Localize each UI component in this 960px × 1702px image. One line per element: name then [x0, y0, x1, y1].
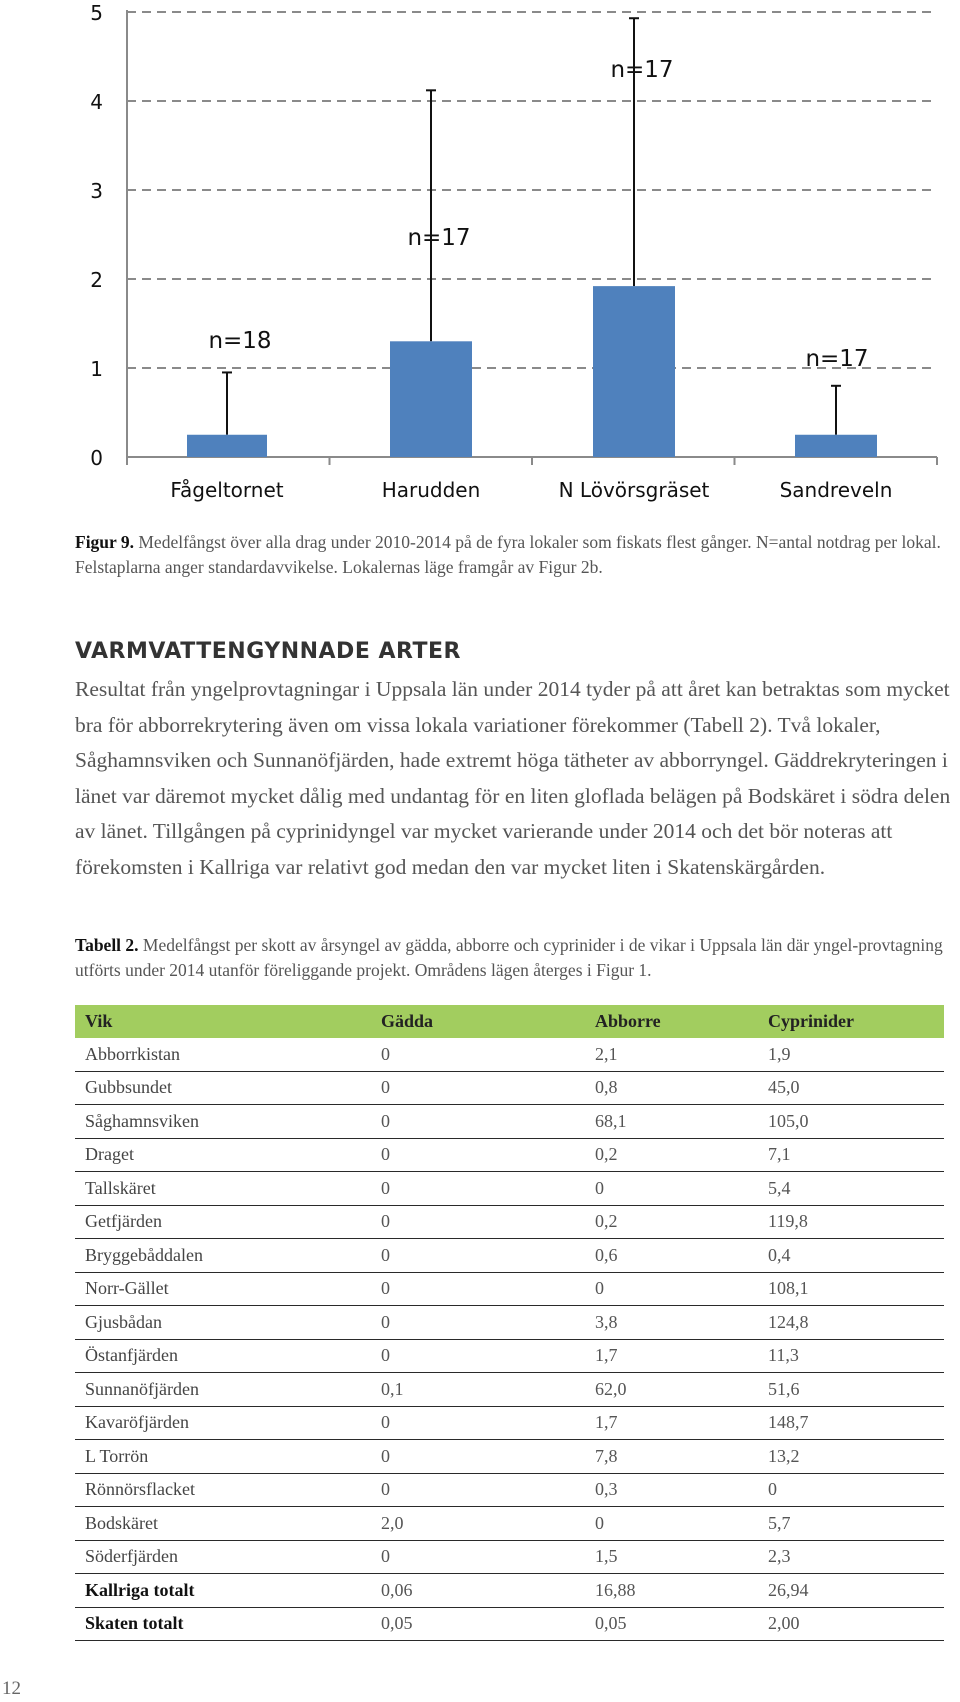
- table-cell: Söderfjärden: [75, 1540, 371, 1574]
- table-cell: 0,1: [371, 1373, 585, 1407]
- header-vik: Vik: [75, 1005, 371, 1038]
- table-cell: 2,1: [585, 1038, 758, 1071]
- table-cell: Kavaröfjärden: [75, 1406, 371, 1440]
- table-cell: 0: [758, 1473, 944, 1507]
- table-cell: 124,8: [758, 1306, 944, 1340]
- table-cell: 45,0: [758, 1071, 944, 1105]
- table-cell: 1,7: [585, 1339, 758, 1373]
- table-cell: 0: [371, 1306, 585, 1340]
- bar-chart: [0, 0, 960, 515]
- table-row: [75, 1373, 944, 1407]
- table-cell: 0,2: [585, 1205, 758, 1239]
- table-row: [75, 1105, 944, 1139]
- table-cell: Gjusbådan: [75, 1306, 371, 1340]
- table-cell: 0,06: [371, 1574, 585, 1608]
- table-cell: 68,1: [585, 1105, 758, 1139]
- figure-caption-text: Medelfångst över alla drag under 2010-2014 på de fyra lokaler som fiskats flest gånger. N=antal notdrag per lokal. Felstaplarna anger standardavvikelse. Lokalernas läge framgår av Figur 2b.: [75, 532, 941, 577]
- table-cell: 3,8: [585, 1306, 758, 1340]
- table-cell: 5,4: [758, 1172, 944, 1206]
- table-cell: Skaten totalt: [75, 1607, 371, 1641]
- table-cell: Bodskäret: [75, 1507, 371, 1541]
- table-cell: 0,8: [585, 1071, 758, 1105]
- section-heading: VARMVATTENGYNNADE ARTER: [75, 639, 461, 664]
- x-tick-label: Fågeltornet: [170, 478, 284, 502]
- table-cell: 0: [585, 1272, 758, 1306]
- table-row: [75, 1239, 944, 1273]
- table-body: [75, 1038, 944, 1641]
- table-cell: 2,0: [371, 1507, 585, 1541]
- table-cell: 7,1: [758, 1138, 944, 1172]
- y-tick-label: 2: [90, 268, 103, 292]
- table-cell: 62,0: [585, 1373, 758, 1407]
- table-cell: 0,05: [371, 1607, 585, 1641]
- table-cell: 2,00: [758, 1607, 944, 1641]
- x-tick-label: Harudden: [381, 478, 481, 502]
- figure-caption-label: Figur 9.: [75, 532, 134, 552]
- table-row: [75, 1406, 944, 1440]
- table-cell: Östanfjärden: [75, 1339, 371, 1373]
- table-cell: Draget: [75, 1138, 371, 1172]
- sample-size-label: n=18: [208, 328, 272, 354]
- section-body: Resultat från yngelprovtagningar i Uppsala län under 2014 tyder på att året kan betraktas som mycket bra för abborrekrytering även om vissa lokala variationer förekommer (Tabell 2). Två lokaler, Såghamnsviken och Sunnanöfjärden, hade extremt höga tätheter av abborryngel. Gäddrekryteringen i länet var däremot mycket dålig med undantag för en liten gloflada belägen på Bodskäret i södra delen av länet. Tillgången på cyprinidyngel var mycket varierande under 2014 och det bör noteras att förekomsten i Kallriga var relativt god medan den var mycket liten i Skatenskärgården.: [75, 677, 951, 879]
- page-number: 12: [2, 1678, 21, 1699]
- table-cell: 26,94: [758, 1574, 944, 1608]
- table-cell: 0: [371, 1138, 585, 1172]
- table-row: [75, 1038, 944, 1071]
- table-cell: 16,88: [585, 1574, 758, 1608]
- table-row: [75, 1172, 944, 1206]
- sample-size-label: n=17: [407, 225, 471, 251]
- sample-size-label: n=17: [805, 346, 869, 372]
- table-row: [75, 1272, 944, 1306]
- table-caption-label: Tabell 2.: [75, 935, 139, 955]
- table-row: [75, 1540, 944, 1574]
- y-tick-label: 1: [90, 357, 103, 381]
- table-cell: 105,0: [758, 1105, 944, 1139]
- y-tick-label: 3: [90, 179, 103, 203]
- table-cell: 0: [371, 1339, 585, 1373]
- table-cell: Abborrkistan: [75, 1038, 371, 1071]
- table-cell: 0,05: [585, 1607, 758, 1641]
- table-caption: [75, 933, 955, 983]
- bar: [390, 341, 472, 457]
- sample-size-label: n=17: [610, 57, 674, 83]
- x-tick-label: Sandreveln: [779, 478, 893, 502]
- table-cell: 0: [371, 1205, 585, 1239]
- table-row: [75, 1306, 944, 1340]
- figure-caption: [75, 530, 960, 580]
- table-cell: 0: [371, 1440, 585, 1474]
- table-total-row: [75, 1607, 944, 1641]
- x-tick-label: N Lövörsgräset: [558, 478, 710, 502]
- table-cell: 0: [371, 1540, 585, 1574]
- bar: [795, 435, 877, 457]
- table-cell: Gubbsundet: [75, 1071, 371, 1105]
- bar: [187, 435, 267, 457]
- table-cell: 51,6: [758, 1373, 944, 1407]
- table-cell: 108,1: [758, 1272, 944, 1306]
- table-cell: 1,7: [585, 1406, 758, 1440]
- table-cell: 0,3: [585, 1473, 758, 1507]
- table-cell: 0,6: [585, 1239, 758, 1273]
- table-cell: 0: [371, 1038, 585, 1071]
- table-cell: 148,7: [758, 1406, 944, 1440]
- table-row: [75, 1507, 944, 1541]
- table-cell: Getfjärden: [75, 1205, 371, 1239]
- table-cell: 0: [371, 1172, 585, 1206]
- header-abborre: Abborre: [585, 1005, 758, 1038]
- table-cell: 0: [585, 1507, 758, 1541]
- table-cell: 0,4: [758, 1239, 944, 1273]
- header-cyprinider: Cyprinider: [758, 1005, 944, 1038]
- table-row: [75, 1440, 944, 1474]
- table-cell: Kallriga totalt: [75, 1574, 371, 1608]
- table-caption-text: Medelfångst per skott av årsyngel av gädda, abborre och cyprinider i de vikar i Uppsala län där yngel-provtagning utförts under 2014 utanför föreliggande projekt. Områdens lägen återges i Figur 1.: [75, 935, 943, 980]
- table-cell: Sunnanöfjärden: [75, 1373, 371, 1407]
- table-cell: 0: [371, 1406, 585, 1440]
- table-cell: 5,7: [758, 1507, 944, 1541]
- table-row: [75, 1071, 944, 1105]
- table-cell: Rönnörsflacket: [75, 1473, 371, 1507]
- y-tick-label: 5: [90, 1, 103, 25]
- table-cell: Tallskäret: [75, 1172, 371, 1206]
- table-cell: 0: [371, 1239, 585, 1273]
- table-cell: 11,3: [758, 1339, 944, 1373]
- table-cell: 2,3: [758, 1540, 944, 1574]
- bar: [593, 286, 675, 457]
- table-cell: 0: [371, 1473, 585, 1507]
- table-cell: L Torrön: [75, 1440, 371, 1474]
- table-cell: 0: [585, 1172, 758, 1206]
- table-total-row: [75, 1574, 944, 1608]
- header-gadda: Gädda: [371, 1005, 585, 1038]
- table-header-row: [75, 1005, 944, 1038]
- table-cell: 0,2: [585, 1138, 758, 1172]
- y-tick-label: 0: [90, 446, 103, 470]
- y-tick-label: 4: [90, 90, 103, 114]
- table-cell: 1,5: [585, 1540, 758, 1574]
- table-cell: Såghamnsviken: [75, 1105, 371, 1139]
- table-row: [75, 1473, 944, 1507]
- table-row: [75, 1205, 944, 1239]
- table-row: [75, 1138, 944, 1172]
- table-cell: 0: [371, 1105, 585, 1139]
- table-row: [75, 1339, 944, 1373]
- table-cell: 13,2: [758, 1440, 944, 1474]
- table-cell: 0: [371, 1071, 585, 1105]
- data-table: [75, 1005, 944, 1641]
- table-cell: 119,8: [758, 1205, 944, 1239]
- table-cell: Bryggebåddalen: [75, 1239, 371, 1273]
- table-cell: 0: [371, 1272, 585, 1306]
- table-cell: Norr-Gället: [75, 1272, 371, 1306]
- table-cell: 7,8: [585, 1440, 758, 1474]
- table-cell: 1,9: [758, 1038, 944, 1071]
